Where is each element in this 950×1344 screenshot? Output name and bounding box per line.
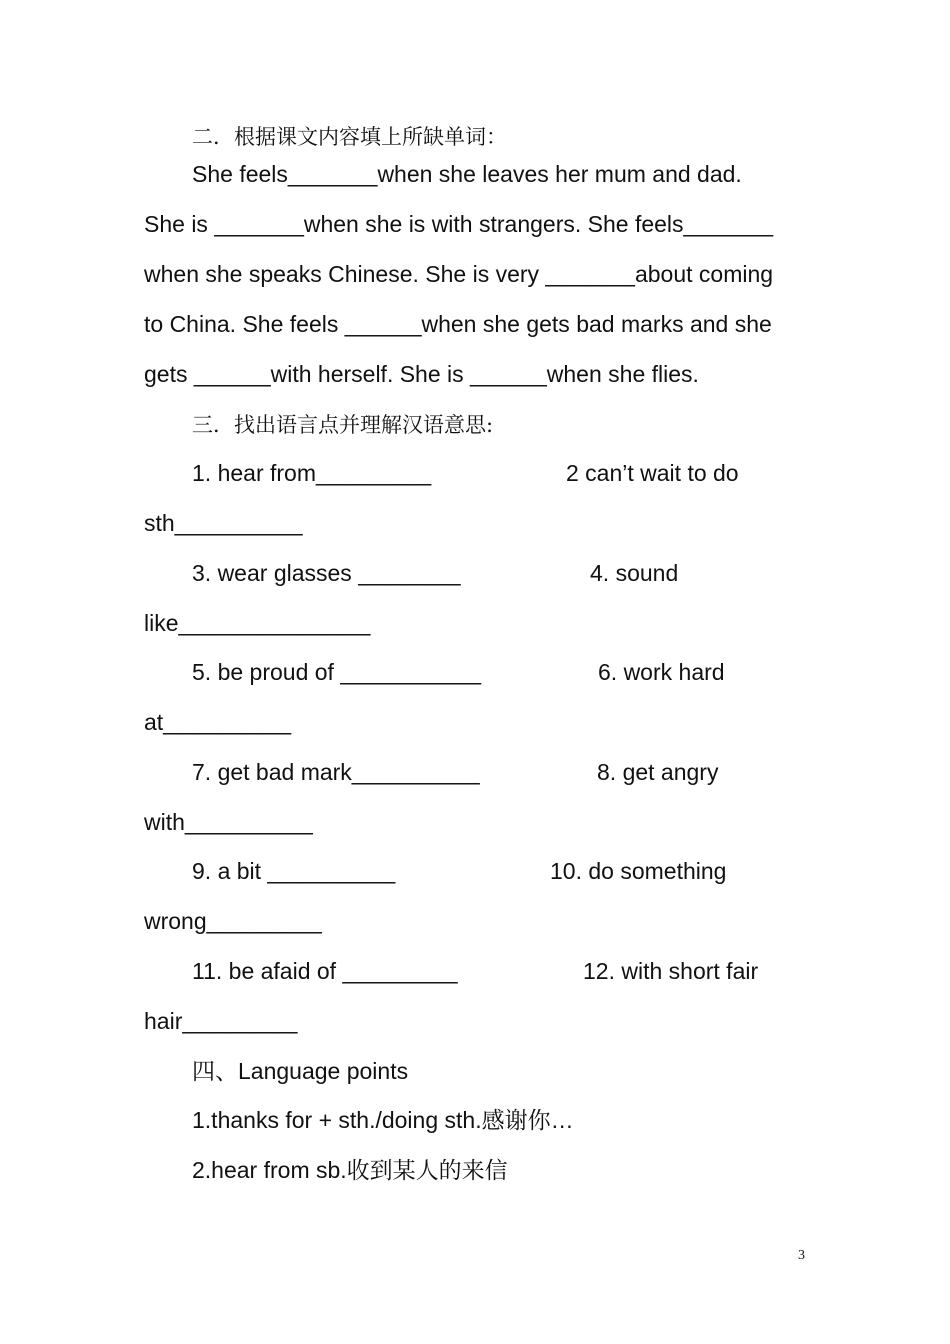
fill-in-line-1: She feels_______when she leaves her mum and dad. bbox=[192, 161, 742, 187]
phrase-item-4-wrap: like_______________ bbox=[144, 610, 371, 636]
section-2-heading: 二．根据课文内容填上所缺单词： bbox=[192, 125, 507, 149]
phrase-item-8: 8. get angry bbox=[597, 759, 719, 785]
phrase-item-12: 12. with short fair bbox=[583, 958, 759, 984]
phrase-item-6: 6. work hard bbox=[598, 659, 725, 685]
phrase-item-1: 1. hear from_________ bbox=[192, 460, 432, 486]
phrase-item-9: 9. a bit __________ bbox=[192, 858, 396, 884]
phrase-item-8-wrap: with__________ bbox=[144, 809, 313, 835]
phrase-item-11: 11. be afaid of _________ bbox=[192, 958, 458, 984]
phrase-item-4: 4. sound bbox=[590, 560, 679, 586]
phrase-item-10-wrap: wrong_________ bbox=[144, 908, 322, 934]
fill-in-line-3: when she speaks Chinese. She is very _______about coming bbox=[144, 261, 774, 287]
phrase-item-10: 10. do something bbox=[550, 858, 727, 884]
language-point-1: 1.thanks for + sth./doing sth.感谢你… bbox=[192, 1107, 574, 1133]
phrase-item-2-wrap: sth__________ bbox=[144, 510, 303, 536]
page-number: 3 bbox=[798, 1248, 805, 1263]
section-4-heading: 四、Language points bbox=[192, 1058, 409, 1084]
section-3-heading: 三．找出语言点并理解汉语意思: bbox=[192, 413, 494, 437]
phrase-item-5: 5. be proud of ___________ bbox=[192, 659, 482, 685]
fill-in-line-5: gets ______with herself. She is ______when she flies. bbox=[144, 361, 699, 387]
language-point-2: 2.hear from sb.收到某人的来信 bbox=[192, 1157, 508, 1183]
phrase-item-6-wrap: at__________ bbox=[144, 709, 292, 735]
phrase-item-3: 3. wear glasses ________ bbox=[192, 560, 461, 586]
phrase-item-7: 7. get bad mark__________ bbox=[192, 759, 480, 785]
phrase-item-2: 2 can’t wait to do bbox=[566, 460, 739, 486]
phrase-item-12-wrap: hair_________ bbox=[144, 1008, 298, 1034]
fill-in-line-4: to China. She feels ______when she gets bad marks and she bbox=[144, 311, 772, 337]
fill-in-line-2: She is _______when she is with strangers. She feels_______ bbox=[144, 211, 774, 237]
